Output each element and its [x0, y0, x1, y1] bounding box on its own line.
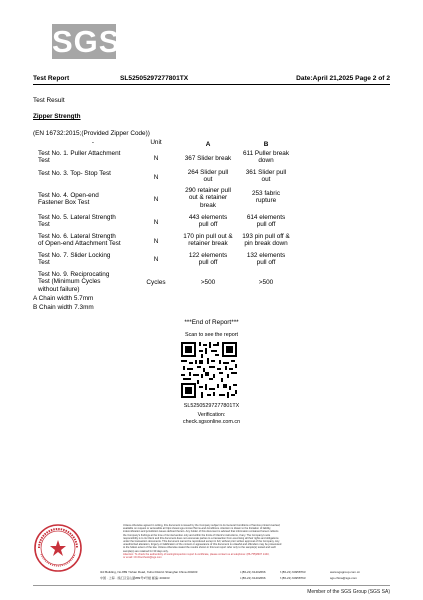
table-row-1-test-line-1: Test No. 1. Puller Attachment — [38, 150, 121, 157]
report-number: SL52505297277801TX — [120, 75, 189, 82]
disclaimer-line-2: available on request or accessible at https://www.sgs.com/en/Terms-and-Conditions. Attention is drawn to the limitation of liability, — [123, 527, 272, 531]
test-result-heading: Test Result — [33, 97, 65, 104]
table-row-1-b-line-2: down — [258, 157, 274, 165]
table-row-3-unit: N — [153, 196, 159, 203]
standard-line: (EN 16732:2015;(Provided Zipper Code)) — [33, 130, 150, 137]
note-b: B Chain width 7.3mm — [33, 304, 94, 311]
disclaimer-line-8: to the fullest extent of the law. Unless otherwise stated the results shown in this test report refer only to the sample(s) tested and such — [123, 546, 277, 550]
fax-cn: f (86-21) 64958763 — [280, 576, 306, 580]
table-row-1-test — [38, 150, 120, 165]
table-row-1-b — [236, 150, 296, 165]
verification-label: Verification: — [197, 412, 226, 418]
table-row-3-a-line-1: 290 retainer pull — [185, 187, 231, 194]
table-row-1-a-line-1: 367 Slider break — [184, 155, 232, 162]
table-row-7-test-line-1: Test No. 9. Reciprocating — [38, 271, 110, 278]
table-row-3-a — [176, 187, 240, 209]
table-row-1-b-line-1: 611 Puller break — [242, 150, 290, 157]
attention-line: Attention: To check the authenticity of testing/inspection report & certificate, please contact us at telephone: (86-755)8307 1443, — [123, 552, 270, 556]
table-row-4-b-line-1: 614 elements — [246, 214, 286, 221]
table-row-6-b-line-2: pull off — [256, 259, 276, 267]
table-row-3-test-line-1: Test No. 4. Open-end — [38, 192, 99, 199]
table-row-3-test-line-2: Fastener Box Test — [38, 199, 90, 207]
table-row-2-b-line-2: out — [261, 176, 271, 184]
address-en: 3rd Building, No.889 Yishan Road, Xuhui District Shanghai China 200233 — [100, 570, 198, 574]
table-row-4-test-line-2: Test — [38, 221, 50, 229]
table-row-4-b — [236, 214, 296, 229]
table-row-5-b-line-2: pin break down — [244, 240, 288, 248]
disclaimer-line-7: unauthorized alteration, forgery or falsification of the content or appearance of this document is unlawful and offenders may be prosecuted — [123, 543, 282, 547]
table-row-2-b-line-1: 361 Slider pull — [245, 169, 287, 176]
inspection-stamp — [33, 523, 83, 573]
table-row-5-a-line-1: 170 pin pull out & — [183, 233, 233, 240]
table-header-unit: Unit — [150, 139, 162, 146]
email-cn[interactable]: sgs.china@sgs.com — [330, 576, 357, 580]
table-row-5-a — [176, 233, 240, 248]
table-row-7-a — [176, 279, 240, 286]
table-row-4-a-line-1: 443 elements — [188, 214, 228, 221]
qr-number: SL52505297277801TX — [183, 403, 240, 409]
disclaimer-line-4: the Company's findings at the time of its intervention only and within the limits of Client's instructions, if any. The Company's sole — [123, 533, 271, 537]
table-row-2-a-line-2: out — [203, 176, 213, 184]
header-divider — [33, 84, 390, 85]
table-row-5-test-line-2: of Open-end Attachment Test — [38, 240, 121, 248]
footer-disclaimer — [123, 524, 393, 559]
table-row-2-unit: N — [153, 174, 159, 181]
table-row-7-a-line-1: >500 — [200, 279, 216, 286]
address-cn: 中国 · 上海 · 徐汇区宜山路889号3号楼 邮编: 200233 — [100, 576, 170, 580]
sgs-logo — [52, 24, 121, 59]
end-of-report: ***End of Report*** — [184, 319, 239, 326]
footer-divider — [33, 585, 390, 586]
sgs-logo-text: SGS — [52, 24, 121, 59]
disclaimer-line-9: sample(s) are retained for 30 days only. — [123, 549, 169, 553]
table-row-5-unit: N — [153, 238, 159, 245]
disclaimer-line-1: Unless otherwise agreed in writing, this document is issued by the Company subject to its General Conditions of Service printed overleaf, — [123, 524, 281, 527]
table-row-2-a — [176, 169, 240, 184]
table-row-1-test-line-2: Test — [38, 157, 50, 165]
table-row-2-test-line-1: Test No. 3. Top- Stop Test — [38, 170, 111, 177]
table-row-6-test-line-2: Test — [38, 259, 50, 267]
verification-url[interactable]: check.sgsonline.com.cn — [182, 419, 241, 425]
tel-en: t (86-21) 61402666 — [240, 570, 266, 574]
table-row-3-b-line-1: 253 fabric — [251, 190, 281, 197]
qr-code[interactable] — [179, 340, 239, 400]
table-row-3-a-line-3: break — [200, 201, 216, 209]
disclaimer-line-3: indemnification and jurisdiction issues defined therein. Any holder of this document is advised that information contained hereon reflects — [123, 530, 279, 534]
table-row-1-unit: N — [153, 155, 159, 162]
fax-en: f (86-21) 64958763 — [280, 570, 306, 574]
table-header-dash: - — [91, 139, 95, 146]
attention-email: or email: CN.Doccheck@sgs.com — [123, 556, 162, 560]
web-en[interactable]: www.sgsgroup.com.cn — [330, 570, 361, 574]
table-row-4-a-line-2: pull off — [198, 221, 218, 229]
table-header-a: A — [205, 141, 211, 148]
table-row-4-b-line-2: pull off — [256, 221, 276, 229]
zipper-strength-title: Zipper Strength — [33, 113, 81, 120]
table-row-6-test — [38, 252, 110, 267]
table-row-5-test — [38, 233, 121, 248]
disclaimer-line-5: responsibility is to its Client and this document does not exonerate parties to a transaction from exercising all their rights and obligations — [123, 536, 279, 540]
table-row-3-a-line-2: out & retainer — [188, 194, 228, 202]
table-row-6-b — [236, 252, 296, 267]
table-row-4-test — [38, 214, 116, 229]
qr-code-graphic — [179, 340, 239, 400]
table-row-7-test-line-3: without failure) — [38, 285, 80, 293]
stamp-seal-icon — [33, 523, 83, 573]
table-row-6-unit: N — [153, 256, 159, 263]
table-row-4-unit: N — [153, 219, 159, 226]
table-header-b: B — [263, 141, 269, 148]
table-row-4-test-line-1: Test No. 5. Lateral Strength — [38, 214, 116, 221]
table-row-7-test-line-2: Test (Minimum Cycles — [38, 278, 101, 286]
table-row-3-b — [236, 190, 296, 205]
date-page: Date:April 21,2025 Page 2 of 2 — [296, 75, 390, 82]
table-row-5-b-line-1: 193 pin pull off & — [242, 233, 290, 240]
disclaimer-line-6: under the transaction documents. This document cannot be reproduced except in full, without prior written approval of the Company. Any — [123, 540, 280, 544]
table-row-7-b — [236, 279, 296, 286]
table-row-5-test-line-1: Test No. 6. Lateral Strength — [38, 233, 116, 240]
tel-cn: t (86-21) 61402666 — [240, 576, 266, 580]
table-row-2-a-line-1: 264 Slider pull — [187, 169, 229, 176]
member-line: Member of the SGS Group (SGS SA) — [307, 589, 390, 595]
table-row-5-a-line-2: retainer break — [188, 240, 228, 248]
table-row-2-test — [38, 170, 111, 177]
table-row-3-b-line-2: rupture — [255, 197, 277, 205]
table-row-6-a-line-1: 122 elements — [188, 252, 228, 259]
table-row-6-b-line-1: 132 elements — [246, 252, 286, 259]
table-row-7-unit: Cycles — [146, 279, 166, 286]
table-row-6-a — [176, 252, 240, 267]
table-row-6-a-line-2: pull off — [198, 259, 218, 267]
report-label: Test Report — [33, 75, 70, 82]
table-row-2-b — [236, 169, 296, 184]
scan-text: Scan to see the report — [184, 332, 239, 338]
table-row-7-test — [38, 271, 109, 293]
table-row-1-a — [176, 155, 240, 162]
table-row-6-test-line-1: Test No. 7. Slider Locking — [38, 252, 111, 259]
table-row-7-b-line-1: >500 — [258, 279, 274, 286]
note-a: A Chain width 5.7mm — [33, 295, 94, 302]
table-row-3-test — [38, 192, 99, 207]
table-row-4-a — [176, 214, 240, 229]
table-row-5-b — [236, 233, 296, 248]
